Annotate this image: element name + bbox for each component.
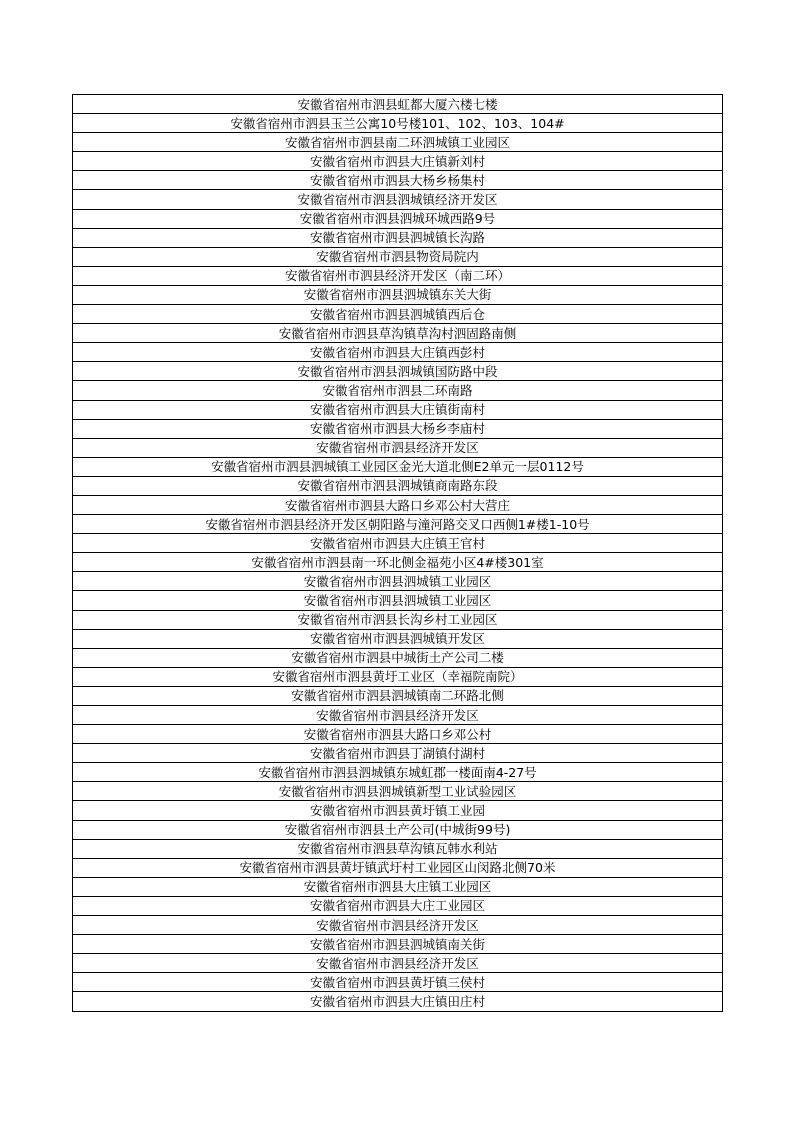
address-cell: 安徽省宿州市泗县泗城镇经济开发区: [73, 190, 723, 209]
table-row: [73, 553, 723, 572]
table-row: [73, 610, 723, 629]
address-cell: 安徽省宿州市泗县黄圩镇武圩村工业园区山闵路北侧70米: [73, 858, 723, 877]
table-row: [73, 820, 723, 839]
address-cell: 安徽省宿州市泗县大路口乡邓公村: [73, 725, 723, 744]
table-row: [73, 171, 723, 190]
table-row: [73, 457, 723, 476]
address-table-body: [73, 95, 723, 1012]
address-cell: 安徽省宿州市泗县泗城镇新型工业试验园区: [73, 782, 723, 801]
address-cell: 安徽省宿州市泗县草沟镇瓦韩水利站: [73, 839, 723, 858]
table-row: [73, 534, 723, 553]
address-cell: 安徽省宿州市泗县大庄镇王官村: [73, 534, 723, 553]
table-row: [73, 973, 723, 992]
table-row: [73, 744, 723, 763]
table-row: [73, 152, 723, 171]
address-cell: 安徽省宿州市泗县草沟镇草沟村泗固路南侧: [73, 324, 723, 343]
table-row: [73, 725, 723, 744]
address-cell: 安徽省宿州市泗县大杨乡杨集村: [73, 171, 723, 190]
table-row: [73, 858, 723, 877]
table-row: [73, 896, 723, 915]
table-row: [73, 438, 723, 457]
address-cell: 安徽省宿州市泗县大庄镇田庄村: [73, 992, 723, 1011]
address-cell: 安徽省宿州市泗县土产公司(中城街99号): [73, 820, 723, 839]
table-row: [73, 285, 723, 304]
address-cell: 安徽省宿州市泗县大路口乡邓公村大营庄: [73, 495, 723, 514]
table-row: [73, 572, 723, 591]
address-cell: 安徽省宿州市泗县玉兰公寓10号楼101、102、103、104#: [73, 114, 723, 133]
address-cell: 安徽省宿州市泗县中城街土产公司二楼: [73, 648, 723, 667]
address-cell: 安徽省宿州市泗县泗城镇南二环路北侧: [73, 686, 723, 705]
address-cell: 安徽省宿州市泗县二环南路: [73, 381, 723, 400]
table-row: [73, 476, 723, 495]
table-row: [73, 209, 723, 228]
address-cell: 安徽省宿州市泗县大庄镇新刘村: [73, 152, 723, 171]
table-row: [73, 419, 723, 438]
table-row: [73, 839, 723, 858]
table-row: [73, 877, 723, 896]
table-row: [73, 935, 723, 954]
table-row: [73, 515, 723, 534]
table-row: [73, 95, 723, 114]
address-table: [72, 94, 723, 1012]
table-row: [73, 763, 723, 782]
address-cell: 安徽省宿州市泗县大庄镇街南村: [73, 400, 723, 419]
address-cell: 安徽省宿州市泗县泗城镇东城虹郡一楼面南4-27号: [73, 763, 723, 782]
table-row: [73, 324, 723, 343]
table-row: [73, 706, 723, 725]
address-cell: 安徽省宿州市泗县黄圩工业区（幸福院南院）: [73, 667, 723, 686]
address-cell: 安徽省宿州市泗县南一环北侧金福苑小区4#楼301室: [73, 553, 723, 572]
address-cell: 安徽省宿州市泗县大杨乡李庙村: [73, 419, 723, 438]
table-row: [73, 305, 723, 324]
table-row: [73, 667, 723, 686]
table-row: [73, 114, 723, 133]
address-cell: 安徽省宿州市泗县丁湖镇付湖村: [73, 744, 723, 763]
address-cell: 安徽省宿州市泗县泗城镇工业园区金光大道北侧E2单元一层0112号: [73, 457, 723, 476]
address-cell: 安徽省宿州市泗县经济开发区: [73, 438, 723, 457]
address-cell: 安徽省宿州市泗县泗城镇西后仓: [73, 305, 723, 324]
table-row: [73, 228, 723, 247]
table-row: [73, 782, 723, 801]
address-cell: 安徽省宿州市泗县经济开发区: [73, 706, 723, 725]
address-cell: 安徽省宿州市泗县大庄镇西彭村: [73, 343, 723, 362]
address-cell: 安徽省宿州市泗县经济开发区: [73, 916, 723, 935]
address-cell: 安徽省宿州市泗县泗城镇工业园区: [73, 572, 723, 591]
address-cell: 安徽省宿州市泗县泗城镇商南路东段: [73, 476, 723, 495]
address-cell: 安徽省宿州市泗县泗城镇长沟路: [73, 228, 723, 247]
table-row: [73, 381, 723, 400]
table-row: [73, 686, 723, 705]
table-row: [73, 629, 723, 648]
table-row: [73, 954, 723, 973]
table-row: [73, 266, 723, 285]
address-cell: 安徽省宿州市泗县物资局院内: [73, 247, 723, 266]
address-cell: 安徽省宿州市泗县南二环泗城镇工业园区: [73, 133, 723, 152]
table-row: [73, 190, 723, 209]
address-cell: 安徽省宿州市泗县经济开发区朝阳路与潼河路交叉口西侧1#楼1-10号: [73, 515, 723, 534]
address-cell: 安徽省宿州市泗县黄圩镇三侯村: [73, 973, 723, 992]
table-row: [73, 495, 723, 514]
address-cell: 安徽省宿州市泗县大庄镇工业园区: [73, 877, 723, 896]
table-row: [73, 992, 723, 1011]
address-cell: 安徽省宿州市泗县经济开发区: [73, 954, 723, 973]
table-row: [73, 801, 723, 820]
address-cell: 安徽省宿州市泗县长沟乡村工业园区: [73, 610, 723, 629]
table-row: [73, 133, 723, 152]
table-row: [73, 343, 723, 362]
table-row: [73, 247, 723, 266]
address-cell: 安徽省宿州市泗县泗城镇南关街: [73, 935, 723, 954]
table-row: [73, 362, 723, 381]
address-cell: 安徽省宿州市泗县虹都大厦六楼七楼: [73, 95, 723, 114]
table-row: [73, 916, 723, 935]
address-cell: 安徽省宿州市泗县泗城镇开发区: [73, 629, 723, 648]
table-row: [73, 648, 723, 667]
address-cell: 安徽省宿州市泗县经济开发区（南二环）: [73, 266, 723, 285]
table-row: [73, 591, 723, 610]
address-cell: 安徽省宿州市泗县泗城镇东关大街: [73, 285, 723, 304]
address-cell: 安徽省宿州市泗县泗城环城西路9号: [73, 209, 723, 228]
address-cell: 安徽省宿州市泗县泗城镇国防路中段: [73, 362, 723, 381]
address-cell: 安徽省宿州市泗县泗城镇工业园区: [73, 591, 723, 610]
address-cell: 安徽省宿州市泗县黄圩镇工业园: [73, 801, 723, 820]
address-cell: 安徽省宿州市泗县大庄工业园区: [73, 896, 723, 915]
table-row: [73, 400, 723, 419]
